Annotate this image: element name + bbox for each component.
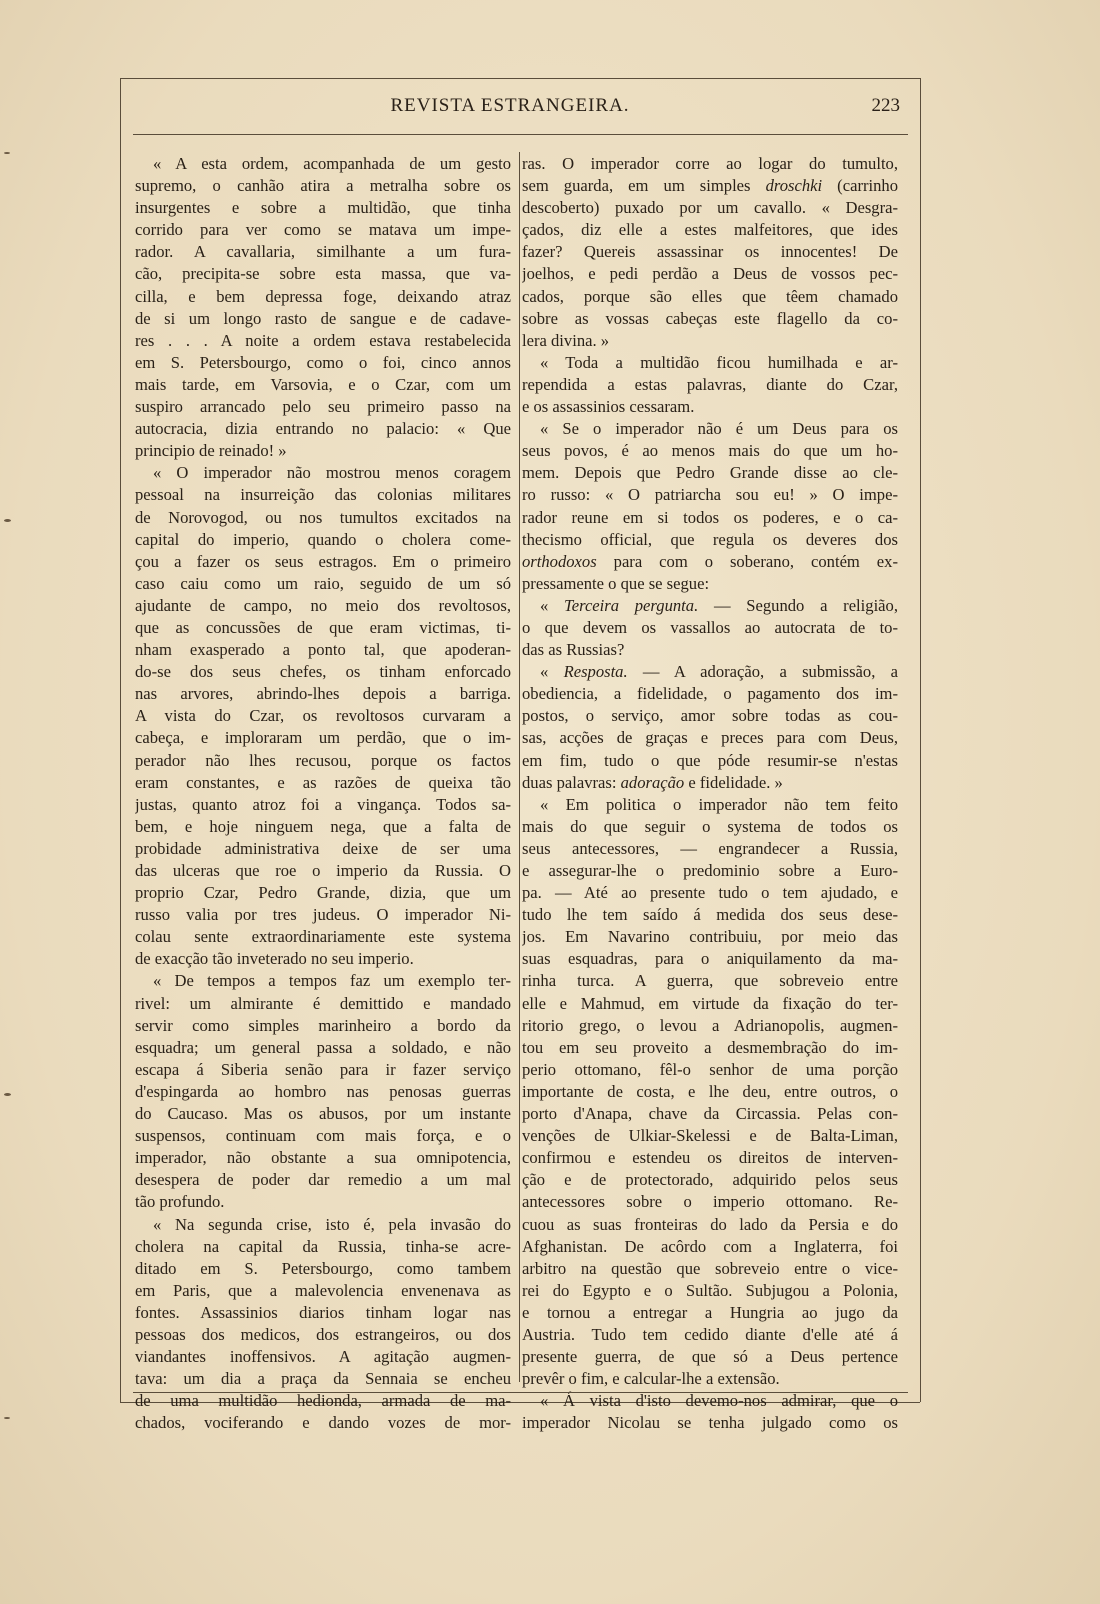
text-line: nham exasperado a ponto tal, que apoderan-	[135, 640, 511, 660]
text-line: corrido para ver como se matava um impe-	[135, 220, 511, 240]
text-line: rivel: um almirante é demittido e mandado	[135, 993, 511, 1013]
footer-rule	[133, 1392, 908, 1393]
text-line: russo valia por tres judeus. O imperador Ni-	[135, 905, 511, 925]
text-line: duas palavras: adoração e fidelidade. »	[522, 772, 783, 792]
text-line: rependida a estas palavras, diante do Czar,	[522, 374, 898, 394]
text-line: esquadra; um general passa a soldado, e não	[135, 1037, 511, 1057]
text-line: fontes. Assassinios diarios tinham logar nas	[135, 1302, 511, 1322]
text-line: capital do imperio, quando o cholera come-	[135, 529, 511, 549]
text-line: desespera de poder dar remedio a um mal	[135, 1170, 511, 1190]
text-line: das as Russias?	[522, 640, 625, 660]
text-line: pessoas dos medicos, dos estrangeiros, ou dos	[135, 1324, 511, 1344]
text-line: principio de reinado! »	[135, 441, 287, 461]
text-line: Austria. Tudo tem cedido diante d'elle até á	[522, 1324, 898, 1344]
text-line: cilla, e bem depressa foge, deixando atraz	[135, 286, 511, 306]
text-line: escapa á Siberia senão para ir fazer serviço	[135, 1059, 511, 1079]
text-line: tudo lhe tem saído á medida dos seus dese-	[522, 905, 898, 925]
text-line: imperador Nicolau se tenha julgado como os	[522, 1413, 898, 1433]
text-line: servir como simples marinheiro a bordo da	[135, 1015, 511, 1035]
text-line: em fim, tudo o que póde resumir-se n'estas	[522, 750, 898, 770]
text-line: fazer? Quereis assassinar os innocentes! De	[522, 242, 898, 262]
text-line: çados, diz elle a estes malfeitores, que ides	[522, 220, 898, 240]
text-line: caso caiu como um raio, seguido de um só	[135, 573, 511, 593]
text-line: « Em politica o imperador não tem feito	[540, 794, 898, 814]
text-line: bem, e hoje ninguem nega, que a falta de	[135, 816, 511, 836]
text-line: mem. Depois que Pedro Grande disse ao cle-	[522, 463, 898, 483]
text-line: seus povos, é ao menos mais do que um ho-	[522, 441, 898, 461]
text-line: descoberto) puxado por um cavallo. « Desgra-	[522, 198, 898, 218]
text-line: « Á vista d'isto devemo-nos admirar, que o	[540, 1391, 898, 1411]
text-line: tou em seu proveito a desmembração do im-	[522, 1037, 898, 1057]
text-line: rinha turca. A guerra, que sobreveio entre	[522, 971, 898, 991]
text-line: de uma multidão hedionda, armada de ma-	[135, 1391, 511, 1411]
text-line: imperador, não obstante a sua omnipotencia,	[135, 1148, 511, 1168]
text-line: ção e de protectorado, adquirido pelos seus	[522, 1170, 898, 1190]
text-line: postos, o serviço, amor sobre todas as cou-	[522, 706, 898, 726]
text-line: « Na segunda crise, isto é, pela invasão do	[153, 1214, 511, 1234]
text-line: rei do Egypto e o Sultão. Subjugou a Polonia,	[522, 1280, 898, 1300]
text-line: de si um longo rasto de sangue e de cadave-	[135, 308, 511, 328]
text-line: elle e Mahmud, em virtude da fixação do ter-	[522, 993, 898, 1013]
text-line: venções de Ulkiar-Skelessi e de Balta-Liman,	[522, 1126, 898, 1146]
text-line: çou a fazer os seus estragos. Em o primeiro	[135, 551, 511, 571]
text-line: ajudante de campo, no meio dos revoltosos,	[135, 595, 511, 615]
text-line: arbitro na questão que sobreveio entre o vice-	[522, 1258, 898, 1278]
text-line: jos. Em Navarino contribuiu, por meio das	[522, 927, 898, 947]
text-line: mais tarde, em Varsovia, e o Czar, com um	[135, 374, 511, 394]
italic-term: droschki	[765, 176, 823, 196]
text-line: insurgentes e sobre a multidão, que tinha	[135, 198, 511, 218]
text-line: ro russo: « O patriarcha sou eu! » O impe-	[522, 485, 898, 505]
text-line: perio ottomano, fêl-o senhor de uma porção	[522, 1059, 898, 1079]
text-line: rador reune em si todos os poderes, e o ca-	[522, 507, 898, 527]
text-line: ritorio grego, o levou a Adrianopolis, augmen-	[522, 1015, 898, 1035]
text-line: ditado em S. Petersbourgo, como tambem	[135, 1258, 511, 1278]
text-line: cão, precipita-se sobre esta massa, que va-	[135, 264, 511, 284]
text-line: o que devem os vassallos ao autocrata de to-	[522, 617, 898, 637]
text-line: autocracia, dizia entrando no palacio: « Que	[135, 419, 511, 439]
frame-top-rule	[120, 78, 920, 79]
running-title: REVISTA ESTRANGEIRA.	[390, 95, 630, 116]
text-line: suspensos, continuam com mais força, e o	[135, 1126, 511, 1146]
text-line: e os assassinios cessaram.	[522, 397, 695, 417]
italic-term: Terceira pergunta.	[564, 595, 699, 615]
left-text-column	[135, 153, 511, 1434]
text-line: pressamente o que se segue:	[522, 573, 710, 593]
text-line: obediencia, a fidelidade, o pagamento dos im-	[522, 684, 898, 704]
text-line: « O imperador não mostrou menos coragem	[153, 463, 511, 483]
text-line: de Norovogod, ou nos tumultos excitados na	[135, 507, 511, 527]
text-line: do Caucaso. Mas os abusos, por um instante	[135, 1104, 511, 1124]
text-line: sas, acções de graças e preces para com Deus,	[522, 728, 898, 748]
text-line: justas, quanto atroz foi a vingança. Todos sa-	[135, 794, 511, 814]
text-line: sem guarda, em um simples droschki (carrinho	[522, 176, 898, 196]
text-line: das ulceras que roe o imperio da Russia. O	[135, 861, 511, 880]
right-text-column	[522, 153, 898, 1434]
text-line: ras. O imperador corre ao logar do tumulto,	[522, 154, 898, 173]
text-line: « Resposta. — A adoração, a submissão, a	[540, 662, 898, 682]
italic-term: Resposta.	[563, 662, 628, 682]
text-line: « Terceira pergunta. — Segundo a religião,	[540, 595, 898, 615]
margin-speck	[4, 152, 10, 154]
text-line: antecessores sobre o imperio ottomano. Re-	[522, 1192, 898, 1212]
text-line: colau sente extraordinariamente este systema	[135, 927, 511, 947]
text-line: presente guerra, de que só a Deus pertence	[522, 1347, 898, 1367]
text-line: pessoal na insurreição das colonias militares	[135, 485, 511, 505]
text-line: supremo, o canhão atira a metralha sobre os	[135, 176, 511, 196]
text-line: em Paris, que a malevolencia envenenava as	[135, 1280, 511, 1300]
text-line: tão profundo.	[135, 1192, 225, 1212]
text-line: prevêr o fim, e calcular-lhe a extensão.	[522, 1369, 780, 1389]
text-line: mais do que seguir o systema de todos os	[522, 816, 898, 836]
italic-term: orthodoxos	[522, 551, 597, 571]
text-line: sobre as vossas cabeças este flagello da co-	[522, 308, 898, 328]
text-line: thecismo official, que regula os deveres dos	[522, 529, 898, 549]
text-line: de exacção tão inveterado no seu imperio.	[135, 949, 414, 969]
text-line: « Toda a multidão ficou humilhada e ar-	[540, 352, 898, 372]
text-line: res . . . A noite a ordem estava restabelecida	[135, 330, 511, 350]
margin-speck	[4, 519, 11, 522]
text-line: « A esta ordem, acompanhada de um gesto	[153, 154, 511, 173]
header-rule	[133, 134, 908, 135]
text-line: tava: um dia a praça da Sennaia se encheu	[135, 1369, 511, 1389]
text-line: suspiro arrancado pelo seu primeiro passo na	[135, 397, 511, 417]
text-line: e tornou a entregar a Hungria ao jugo da	[522, 1302, 898, 1322]
text-line: A vista do Czar, os revoltosos curvaram a	[135, 706, 511, 726]
text-line: cuou as suas fronteiras do lado da Persia e do	[522, 1214, 898, 1234]
text-line: em S. Petersbourgo, como o foi, cinco annos	[135, 352, 511, 372]
text-line: probidade administrativa deixe de ser uma	[135, 838, 511, 858]
text-line: proprio Czar, Pedro Grande, dizia, que um	[135, 883, 511, 903]
text-line: orthodoxos para com o soberano, contém ex-	[522, 551, 898, 571]
text-line: cados, porque são elles que têem chamado	[522, 286, 898, 306]
text-line: cabeça, e imploraram um perdão, que o im-	[135, 728, 511, 748]
text-line: do-se dos seus chefes, os tinham enforcado	[135, 662, 511, 682]
text-line: nas arvores, abrindo-lhes depois a barriga.	[135, 684, 511, 704]
margin-speck	[4, 1417, 10, 1419]
column-divider	[519, 152, 520, 1382]
text-line: lera divina. »	[522, 330, 610, 350]
margin-speck	[4, 1093, 11, 1096]
text-line: eram constantes, e as razões de queixa tão	[135, 772, 511, 792]
text-line: porto d'Anapa, chave da Circassia. Pelas con-	[522, 1104, 898, 1124]
text-line: que as concussões de que eram victimas, ti-	[135, 617, 511, 637]
text-line: suas esquadras, para o aniquilamento da ma-	[522, 949, 898, 969]
frame-left-rule	[120, 78, 121, 1402]
text-line: pa. — Até ao presente tudo o tem ajudado, e	[522, 883, 898, 903]
text-line: seus antecessores, — engrandecer a Russia,	[522, 838, 898, 858]
italic-term: adoração	[620, 772, 685, 792]
text-line: rador. A cavallaria, similhante a um fura-	[135, 242, 511, 262]
text-line: cholera na capital da Russia, tinha-se acre-	[135, 1236, 511, 1256]
text-line: perador não lhes recusou, porque os factos	[135, 750, 511, 770]
text-line: « Se o imperador não é um Deus para os	[540, 419, 898, 439]
text-line: d'espingarda ao hombro nas penosas guerras	[135, 1081, 511, 1101]
text-line: confirmou e estendeu os direitos de interven-	[522, 1148, 898, 1168]
text-line: Afghanistan. De acôrdo com a Inglaterra, foi	[522, 1236, 898, 1256]
text-line: chados, vociferando e dando vozes de mor-	[135, 1413, 511, 1433]
page-number: 223	[871, 95, 900, 116]
text-line: importante de costa, e lhe deu, entre outros, o	[522, 1081, 898, 1101]
text-line: e assegurar-lhe o predominio sobre a Euro-	[522, 861, 898, 880]
text-line: « De tempos a tempos faz um exemplo ter-	[153, 971, 511, 991]
frame-right-rule	[920, 78, 921, 1402]
text-line: viandantes inoffensivos. A agitação augmen-	[135, 1347, 511, 1367]
text-line: joelhos, e pedi perdão a Deus de vossos pec-	[522, 264, 898, 284]
